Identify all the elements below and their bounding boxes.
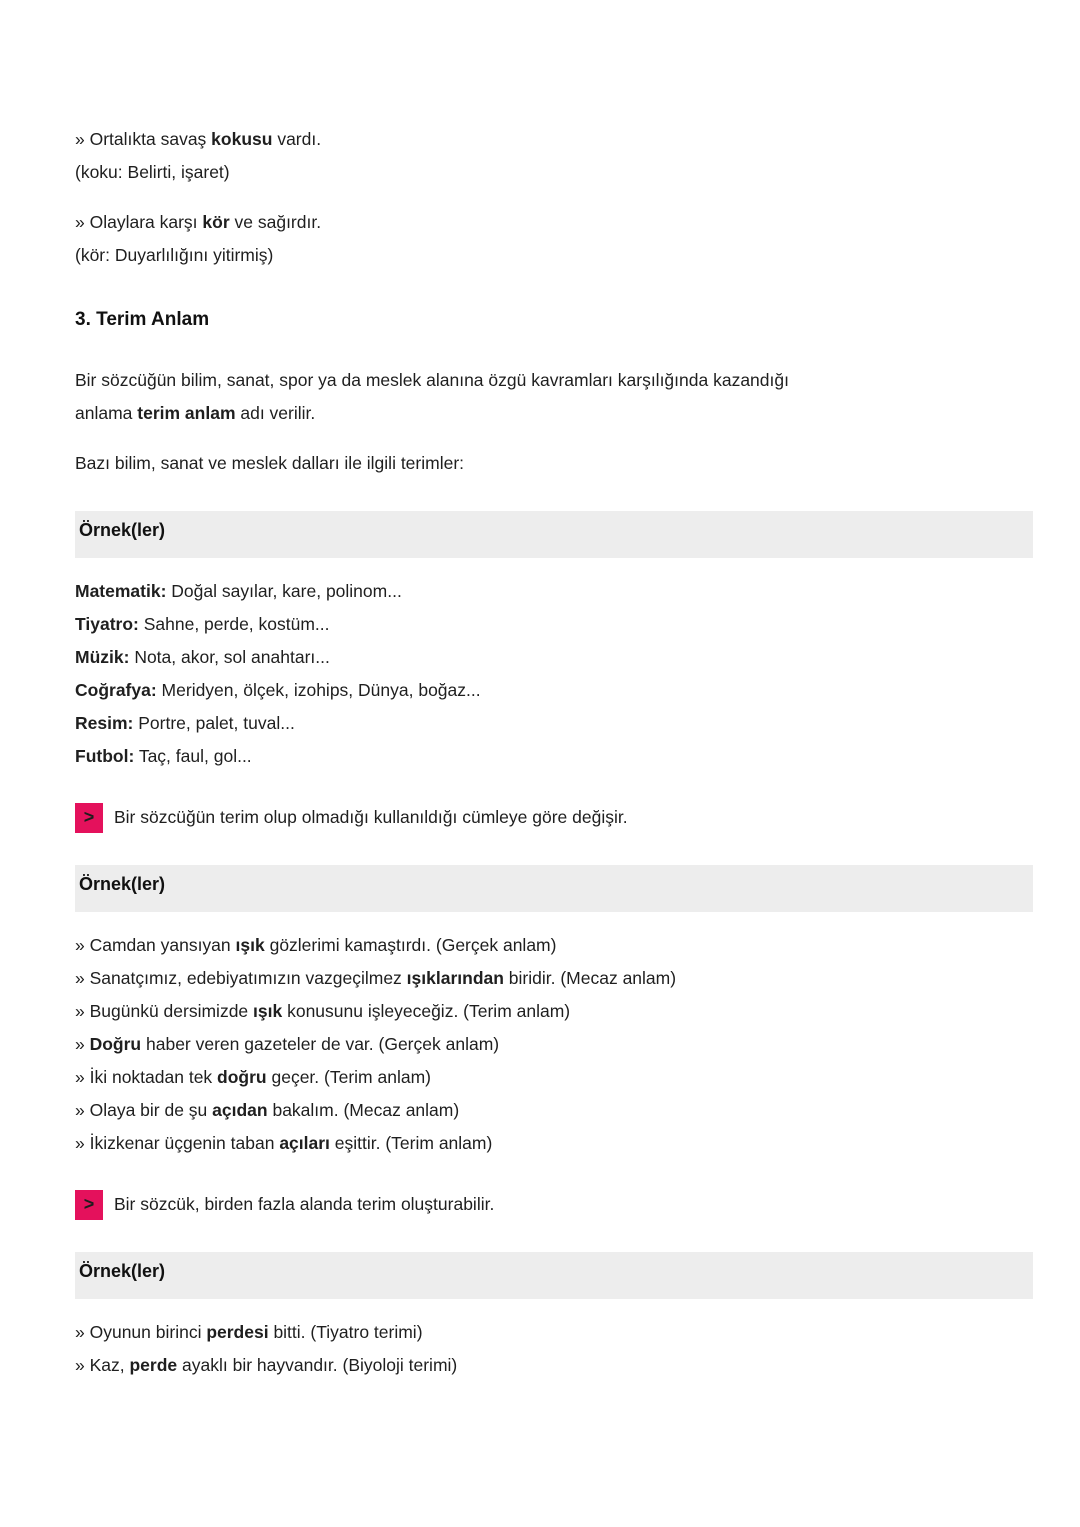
emphasized-word: Coğrafya: (75, 680, 157, 700)
text-segment: Taç, faul, gol... (134, 746, 252, 766)
text-segment: Bir sözcüğün bilim, sanat, spor ya da meslek alanına özgü kavramları karşılığında kazandığı (75, 370, 789, 390)
text-segment: bitti. (Tiyatro terimi) (268, 1322, 423, 1342)
text-line (75, 1127, 1033, 1160)
text-segment: » Camdan yansıyan (75, 935, 236, 955)
text-line (75, 364, 1033, 397)
emphasized-word: perdesi (206, 1322, 269, 1342)
text-line (75, 1094, 1033, 1127)
text-line (75, 447, 1033, 480)
text-line (75, 1028, 1033, 1061)
text-line (75, 575, 1033, 608)
text-segment: » Olaylara karşı (75, 212, 203, 232)
text-segment: geçer. (Terim anlam) (266, 1067, 431, 1087)
text-segment: Bir sözcük, birden fazla alanda terim oluşturabilir. (114, 1194, 495, 1214)
emphasized-word: Matematik: (75, 581, 167, 601)
text-line (75, 1349, 1033, 1382)
note-row (75, 1188, 1033, 1221)
text-segment: » İki noktadan tek (75, 1067, 218, 1087)
text-segment: ve sağırdır. (229, 212, 322, 232)
text-segment: Bir sözcüğün terim olup olmadığı kullanıldığı cümleye göre değişir. (114, 807, 628, 827)
text-segment: Doğal sayılar, kare, polinom... (166, 581, 402, 601)
context-examples-list (75, 929, 1033, 1160)
emphasized-word: ışık (253, 1001, 283, 1021)
text-line (75, 608, 1033, 641)
emphasized-word: Müzik: (75, 647, 130, 667)
chevron-right-marker-icon: > (75, 1190, 103, 1220)
emphasized-word: Futbol: (75, 746, 135, 766)
example-header-bar (75, 511, 1033, 558)
text-segment: ayaklı bir hayvandır. (Biyoloji terimi) (177, 1355, 458, 1375)
example-header-label: Örnek(ler) (79, 1261, 166, 1281)
text-line (75, 239, 1033, 272)
text-segment: konusunu işleyeceğiz. (Terim anlam) (282, 1001, 571, 1021)
note-text (114, 1188, 494, 1221)
text-segment: anlama (75, 403, 138, 423)
emphasized-word: terim anlam (137, 403, 236, 423)
emphasized-word: ışık (235, 935, 265, 955)
perde-examples-list (75, 1316, 1033, 1382)
text-segment: bakalım. (Mecaz anlam) (267, 1100, 460, 1120)
example-header-bar (75, 1252, 1033, 1299)
note-row (75, 801, 1033, 834)
emphasized-word: Resim: (75, 713, 134, 733)
example-pair-koku (75, 123, 1033, 189)
example-header-bar (75, 865, 1033, 912)
text-line (75, 206, 1033, 239)
text-line (75, 1316, 1033, 1349)
text-segment: » Kaz, (75, 1355, 130, 1375)
text-segment: biridir. (Mecaz anlam) (503, 968, 677, 988)
text-segment: » Sanatçımız, edebiyatımızın vazgeçilmez (75, 968, 407, 988)
emphasized-word: açıdan (212, 1100, 268, 1120)
terms-by-field-list (75, 575, 1033, 773)
text-segment: » Olaya bir de şu (75, 1100, 213, 1120)
text-segment: vardı. (272, 129, 322, 149)
example-header-label: Örnek(ler) (79, 520, 166, 540)
emphasized-word: Doğru (89, 1034, 142, 1054)
emphasized-word: doğru (217, 1067, 267, 1087)
section-heading: 3. Terim Anlam (75, 309, 210, 330)
text-segment: (koku: Belirti, işaret) (75, 162, 230, 182)
content-column (75, 123, 1033, 1382)
text-segment: eşittir. (Terim anlam) (329, 1133, 493, 1153)
text-segment: Sahne, perde, kostüm... (138, 614, 330, 634)
emphasized-word: ışıklarından (406, 968, 504, 988)
definition-paragraph (75, 364, 1033, 430)
intro-line (75, 447, 1033, 480)
text-segment: Nota, akor, sol anahtarı... (129, 647, 330, 667)
text-line (75, 397, 1033, 430)
text-line (75, 123, 1033, 156)
text-segment: » (75, 1034, 90, 1054)
text-segment: » İkizkenar üçgenin taban (75, 1133, 280, 1153)
emphasized-word: kokusu (211, 129, 273, 149)
text-line (75, 962, 1033, 995)
text-line (75, 674, 1033, 707)
text-line (75, 740, 1033, 773)
text-line (75, 1061, 1033, 1094)
text-line (75, 995, 1033, 1028)
example-header-label: Örnek(ler) (79, 874, 166, 894)
text-segment: » Bugünkü dersimizde (75, 1001, 254, 1021)
text-line (75, 641, 1033, 674)
text-segment: haber veren gazeteler de var. (Gerçek anlam) (141, 1034, 500, 1054)
note-text (114, 801, 628, 834)
text-line (75, 156, 1033, 189)
text-segment: Bazı bilim, sanat ve meslek dalları ile ilgili terimler: (75, 453, 465, 473)
emphasized-word: kör (202, 212, 230, 232)
example-pair-kor (75, 206, 1033, 272)
emphasized-word: açıları (279, 1133, 330, 1153)
text-line (75, 929, 1033, 962)
text-segment: » Oyunun birinci (75, 1322, 207, 1342)
text-segment: adı verilir. (235, 403, 316, 423)
chevron-right-marker-icon: > (75, 803, 103, 833)
text-segment: (kör: Duyarlılığını yitirmiş) (75, 245, 274, 265)
text-segment: » Ortalıkta savaş (75, 129, 212, 149)
emphasized-word: Tiyatro: (75, 614, 139, 634)
text-line (75, 707, 1033, 740)
emphasized-word: perde (129, 1355, 178, 1375)
text-segment: Portre, palet, tuval... (133, 713, 295, 733)
text-segment: Meridyen, ölçek, izohips, Dünya, boğaz... (156, 680, 481, 700)
text-segment: gözlerimi kamaştırdı. (Gerçek anlam) (264, 935, 557, 955)
